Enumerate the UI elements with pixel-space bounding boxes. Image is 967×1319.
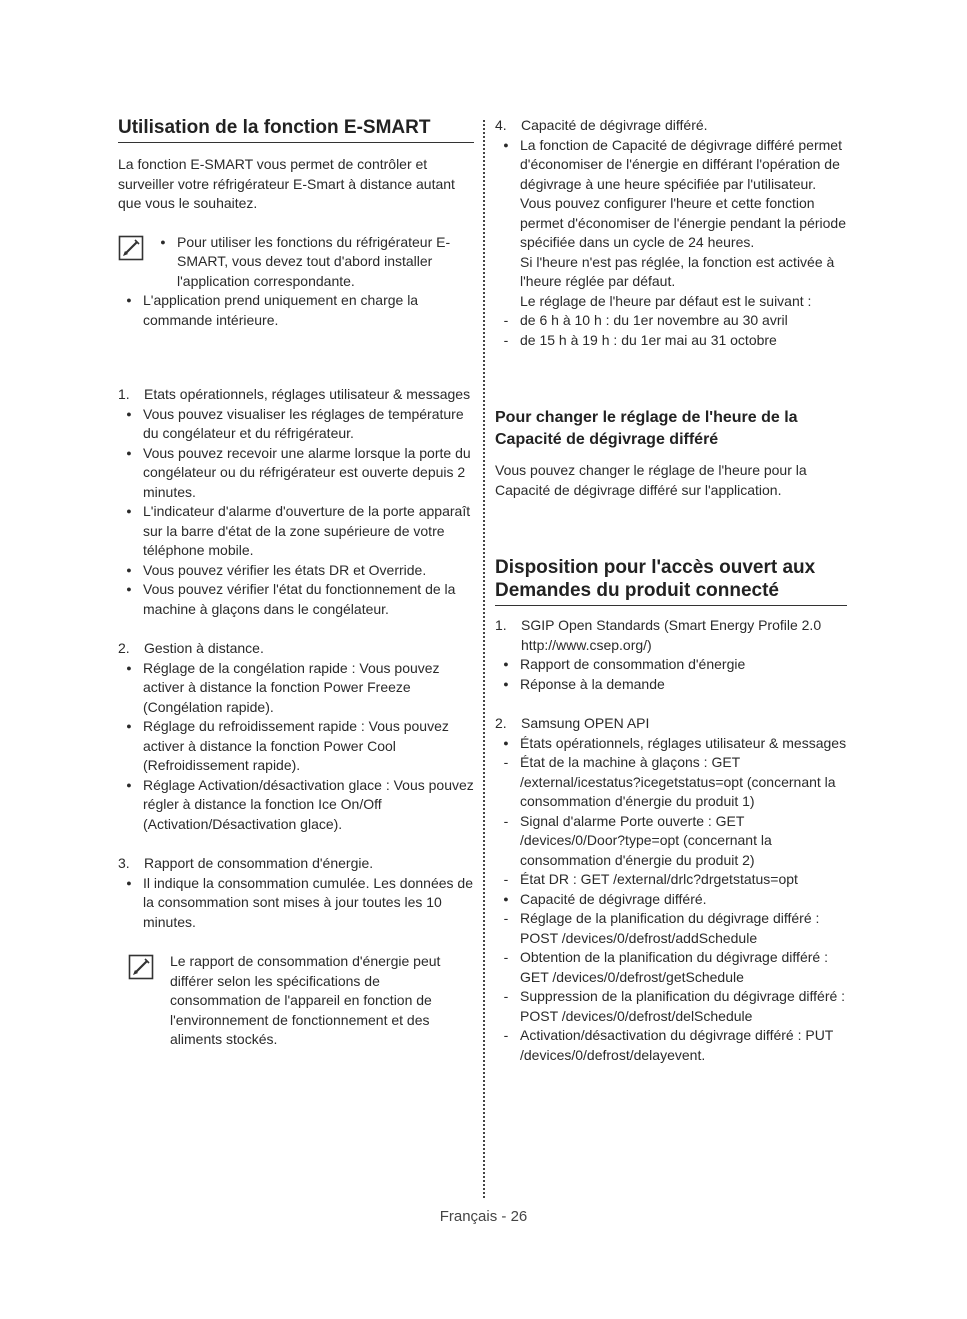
column-divider xyxy=(483,120,485,1198)
bullet-item: ● La fonction de Capacité de dégivrage différé permet d'économiser de l'énergie en différant l'opération de dégivrage à une heure spécifiée par l'utilisateur. xyxy=(495,136,847,195)
numbered-heading-r1: 1. SGIP Open Standards (Smart Energy Profile 2.0 http://www.csep.org/) xyxy=(495,617,822,653)
paragraph: Si l'heure n'est pas réglée, la fonction est activée à l'heure réglée par défaut. xyxy=(520,253,835,289)
numbered-heading-1: 1. Etats opérationnels, réglages utilisateur & messages xyxy=(118,386,471,402)
bullet-item: ● Il indique la consommation cumulée. Les données de la consommation sont mises à jour toutes les 10 minutes. xyxy=(118,874,474,933)
bullet-dot-icon: ● xyxy=(126,506,132,516)
bullet-item: ● Capacité de dégivrage différé. xyxy=(495,890,847,910)
paragraph: Le réglage de l'heure par défaut est le suivant : xyxy=(520,292,812,309)
bullet-item: ● L'application prend uniquement en charge la commande intérieure. xyxy=(118,291,474,330)
dash-item: - État DR : GET /external/drlc?drgetstatus=opt xyxy=(503,871,798,887)
dash-item: - État de la machine à glaçons : GET /external/icestatus?icegetstatus=opt (concernant la consommation d'énergie du produit 1) xyxy=(503,754,836,809)
subsection-title: Pour changer le réglage de l'heure de la Capacité de dégivrage différé xyxy=(495,409,798,448)
bullet-dot-icon: ● xyxy=(126,408,132,419)
bullet-dot-icon: ● xyxy=(126,877,132,888)
subsection-text: Vous pouvez changer le réglage de l'heure pour la Capacité de dégivrage différé sur l'application. xyxy=(495,462,807,498)
bullet-dot-icon: ● xyxy=(126,584,132,594)
page-footer: Français - 26 xyxy=(439,1208,528,1225)
numbered-heading-r2: 2. Samsung OPEN API xyxy=(495,715,650,731)
bullet-item: ● Réponse à la demande xyxy=(495,675,847,695)
dash-item: - Réglage de la planification du dégivrage différé : POST /devices/0/defrost/addSchedule xyxy=(503,910,820,946)
bullet-dot-icon: ● xyxy=(126,564,132,575)
bullet-item: ● Vous pouvez vérifier les états DR et Override. xyxy=(118,561,474,581)
dash-item: - Activation/désactivation du dégivrage différé : PUT /devices/0/defrost/delayevent. xyxy=(503,1027,834,1063)
intro-text: La fonction E-SMART vous permet de contrôler et surveiller votre réfrigérateur E-Smart à distance autant que vous le souhaitez. xyxy=(118,156,455,211)
bullet-dot-icon: ● xyxy=(126,295,132,305)
bullet-dot-icon: ● xyxy=(160,236,166,247)
bullet-item: ● L'indicateur d'alarme d'ouverture de la porte apparaît sur la barre d'état de la zone supérieure de votre téléphone mobile. xyxy=(118,502,474,561)
right-column xyxy=(495,116,847,1065)
bullet-item: ● Réglage de la congélation rapide : Vous pouvez activer à distance la fonction Power Freeze (Congélation rapide). xyxy=(118,659,474,718)
dash-item: - de 15 h à 19 h : du 1er mai au 31 octobre xyxy=(503,331,777,348)
paragraph: Vous pouvez configurer l'heure et cette fonction permet d'économiser de l'énergie pendant la période spécifiée dans un cycle de 24 heures. xyxy=(520,195,846,250)
bullet-dot-icon: ● xyxy=(503,139,509,150)
bullet-item: ● Vous pouvez visualiser les réglages de température du congélateur et du réfrigérateur. xyxy=(118,405,474,444)
dash-item: - Suppression de la planification du dégivrage différé : POST /devices/0/defrost/delSchedule xyxy=(503,988,846,1024)
bullet-dot-icon: ● xyxy=(503,737,509,748)
dash-item: - de 6 h à 10 h : du 1er novembre au 30 avril xyxy=(503,312,788,328)
note-block-1 xyxy=(118,233,474,292)
note-item: ● Pour utiliser les fonctions du réfrigérateur E-SMART, vous devez tout d'abord installer l'application correspondante. xyxy=(152,233,474,292)
bullet-dot-icon: ● xyxy=(503,659,509,669)
numbered-heading-2: 2. Gestion à distance. xyxy=(118,640,264,656)
bullet-item: ● Vous pouvez vérifier l'état du fonctionnement de la machine à glaçons dans le congélateur. xyxy=(118,580,474,619)
section-title-open-access: Disposition pour l'accès ouvert aux Demandes du produit connecté xyxy=(495,556,847,606)
bullet-item: ● Vous pouvez recevoir une alarme lorsque la porte du congélateur ou du réfrigérateur est ouverte depuis 2 minutes. xyxy=(118,444,474,503)
note-pencil-icon xyxy=(118,235,144,261)
numbered-heading-3: 3. Rapport de consommation d'énergie. xyxy=(118,855,374,871)
bullet-dot-icon: ● xyxy=(503,893,509,904)
dash-item: - Obtention de la planification du dégivrage différé : GET /devices/0/defrost/getSchedule xyxy=(503,949,828,985)
bullet-dot-icon: ● xyxy=(126,721,132,731)
bullet-dot-icon: ● xyxy=(503,678,509,689)
bullet-dot-icon: ● xyxy=(126,779,132,790)
note-text: Le rapport de consommation d'énergie peut différer selon les spécifications de consommation de l'appareil en fonction de l'environnement de fonctionnement et des aliments stockés. xyxy=(170,953,441,1047)
section-title-esmart: Utilisation de la fonction E-SMART xyxy=(118,116,474,143)
note-block-2 xyxy=(118,952,474,1050)
bullet-item: ● Réglage Activation/désactivation glace : Vous pouvez régler à distance la fonction Ice On/Off (Activation/Désactivation glace). xyxy=(118,776,474,835)
left-column xyxy=(118,116,474,1050)
dash-item: - Signal d'alarme Porte ouverte : GET /devices/0/Door?type=opt (concernant la consommation d'énergie du produit 2) xyxy=(503,812,772,868)
bullet-item: ● États opérationnels, réglages utilisateur & messages xyxy=(495,734,847,754)
note-pencil-icon xyxy=(128,954,154,980)
bullet-item: ● Rapport de consommation d'énergie xyxy=(495,655,847,675)
numbered-heading-4: 4. Capacité de dégivrage différé. xyxy=(495,117,708,133)
bullet-dot-icon: ● xyxy=(126,447,132,458)
bullet-item: ● Réglage du refroidissement rapide : Vous pouvez activer à distance la fonction Power Cool (Refroidissement rapide). xyxy=(118,717,474,776)
bullet-dot-icon: ● xyxy=(126,662,132,673)
